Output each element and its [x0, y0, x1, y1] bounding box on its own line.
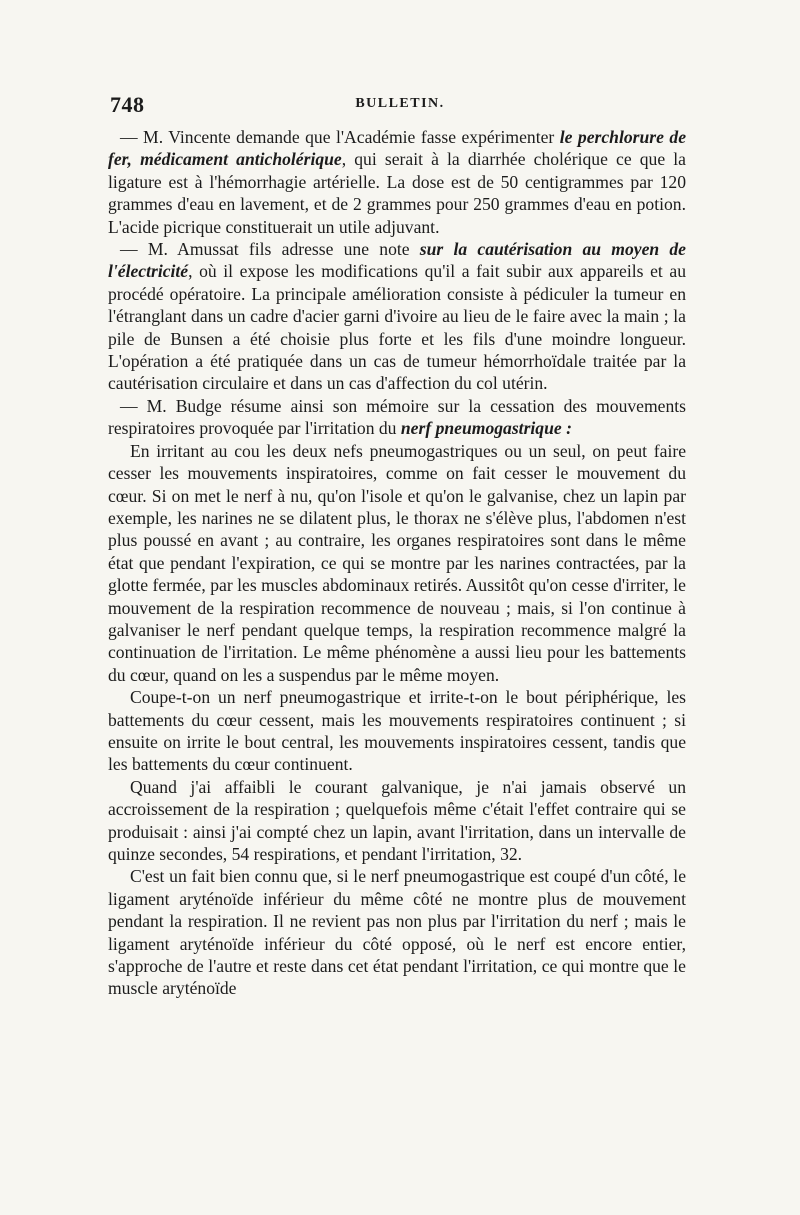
- body-text: [108, 126, 686, 1000]
- paragraph-text: Coupe-t-on un nerf pneumogastrique et irrite-t-on le bout périphérique, les battements du cœur cessent, mais les mouvements respiratoires continuent ; si ensuite on irrite le bout central, les mouvements inspiratoires cessent, tandis que les battements du cœur continuent.: [108, 687, 686, 775]
- paragraph-ligament: [108, 865, 686, 999]
- paragraph-text: , où il expose les modifications qu'il a fait subir aux appareils et au procédé opératoire. La principale amélioration consiste à pédiculer la tumeur en l'étranglant dans un cadre d'acier garni d'ivoire au lieu de le faire avec la main ; la pile de Bunsen a été choisie plus forte et les fils d'une moindre longueur. L'opération a été pratiquée dans un cas de tumeur hémorrhoïdale traitée par la cautérisation circulaire et dans un cas d'affection du col utérin.: [108, 261, 686, 394]
- running-head: BULLETIN.: [355, 96, 445, 111]
- paragraph-text: , qui serait à la diarrhée cholérique ce que la ligature est à l'hémorrhagie artérielle. La dose est de 50 centigrammes par 120 grammes d'eau en lavement, et de 2 grammes pour 250 grammes d'eau en potion. L'acide picrique constituerait un utile adjuvant.: [108, 149, 686, 237]
- paragraph-courant: [108, 776, 686, 866]
- paragraph-coupe: [108, 686, 686, 776]
- paragraph-text: Quand j'ai affaibli le courant galvanique, je n'ai jamais observé un accroissement de la respiration ; quelquefois même c'était l'effet contraire qui se produisait : ainsi j'ai compté chez un lapin, avant l'irritation, dans un intervalle de quinze secondes, 54 respirations, et pendant l'irritation, 32.: [108, 776, 686, 864]
- paragraph-irritation: [108, 440, 686, 686]
- paragraph-italic: sur la cautérisation au moyen de l'électricité: [108, 239, 686, 282]
- paragraph-italic: nerf pneumogastrique :: [400, 418, 572, 439]
- paragraph-italic: le perchlorure de fer, médicament anticholérique: [108, 127, 687, 170]
- page-header: [110, 92, 690, 118]
- page-number: 748: [110, 92, 145, 117]
- paragraph-text: — M. Amussat fils adresse une note: [120, 239, 420, 260]
- paragraph-text: En irritant au cou les deux nefs pneumogastriques ou un seul, on peut faire cesser les mouvements inspiratoires, comme on fait cesser le mouvement du cœur. Si on met le nerf à nu, qu'on l'isole et qu'on le galvanise, chez un lapin par exemple, les narines ne se dilatent plus, le thorax ne s'élève plus, l'abdomen n'est plus poussé en avant ; au contraire, les organes respiratoires sont dans le même état que pendant l'expiration, ce qui se montre par les narines contractées, par la glotte fermée, par les muscles abdominaux retirés. Aussitôt qu'on cesse d'irriter, le mouvement de la respiration recommence de nouveau ; mais, si l'on continue à galvaniser le nerf pendant quelque temps, la respiration recommence malgré la continuation de l'irritation. Le même phénomène a aussi lieu pour les battements du cœur, quand on les a suspendus par le même moyen.: [108, 440, 686, 685]
- paragraph-budge: [108, 395, 686, 440]
- paragraph-text: — M. Budge résume ainsi son mémoire sur la cessation des mouvements respiratoires provoquée par l'irritation du: [108, 395, 686, 439]
- paragraph-amussat: [108, 238, 686, 395]
- paragraph-text: C'est un fait bien connu que, si le nerf pneumogastrique est coupé d'un côté, le ligament aryténoïde inférieur du même côté ne montre plus de mouvement pendant la respiration. Il ne revient pas non plus par l'irritation du nerf ; mais le ligament aryténoïde inférieur du côté opposé, où le nerf est encore entier, s'approche de l'autre et reste dans cet état pendant l'irritation, ce qui montre que le muscle aryténoïde: [108, 866, 686, 999]
- paragraph-text: — M. Vincente demande que l'Académie fasse expérimenter: [120, 127, 560, 147]
- paragraph-vincente: [108, 126, 686, 238]
